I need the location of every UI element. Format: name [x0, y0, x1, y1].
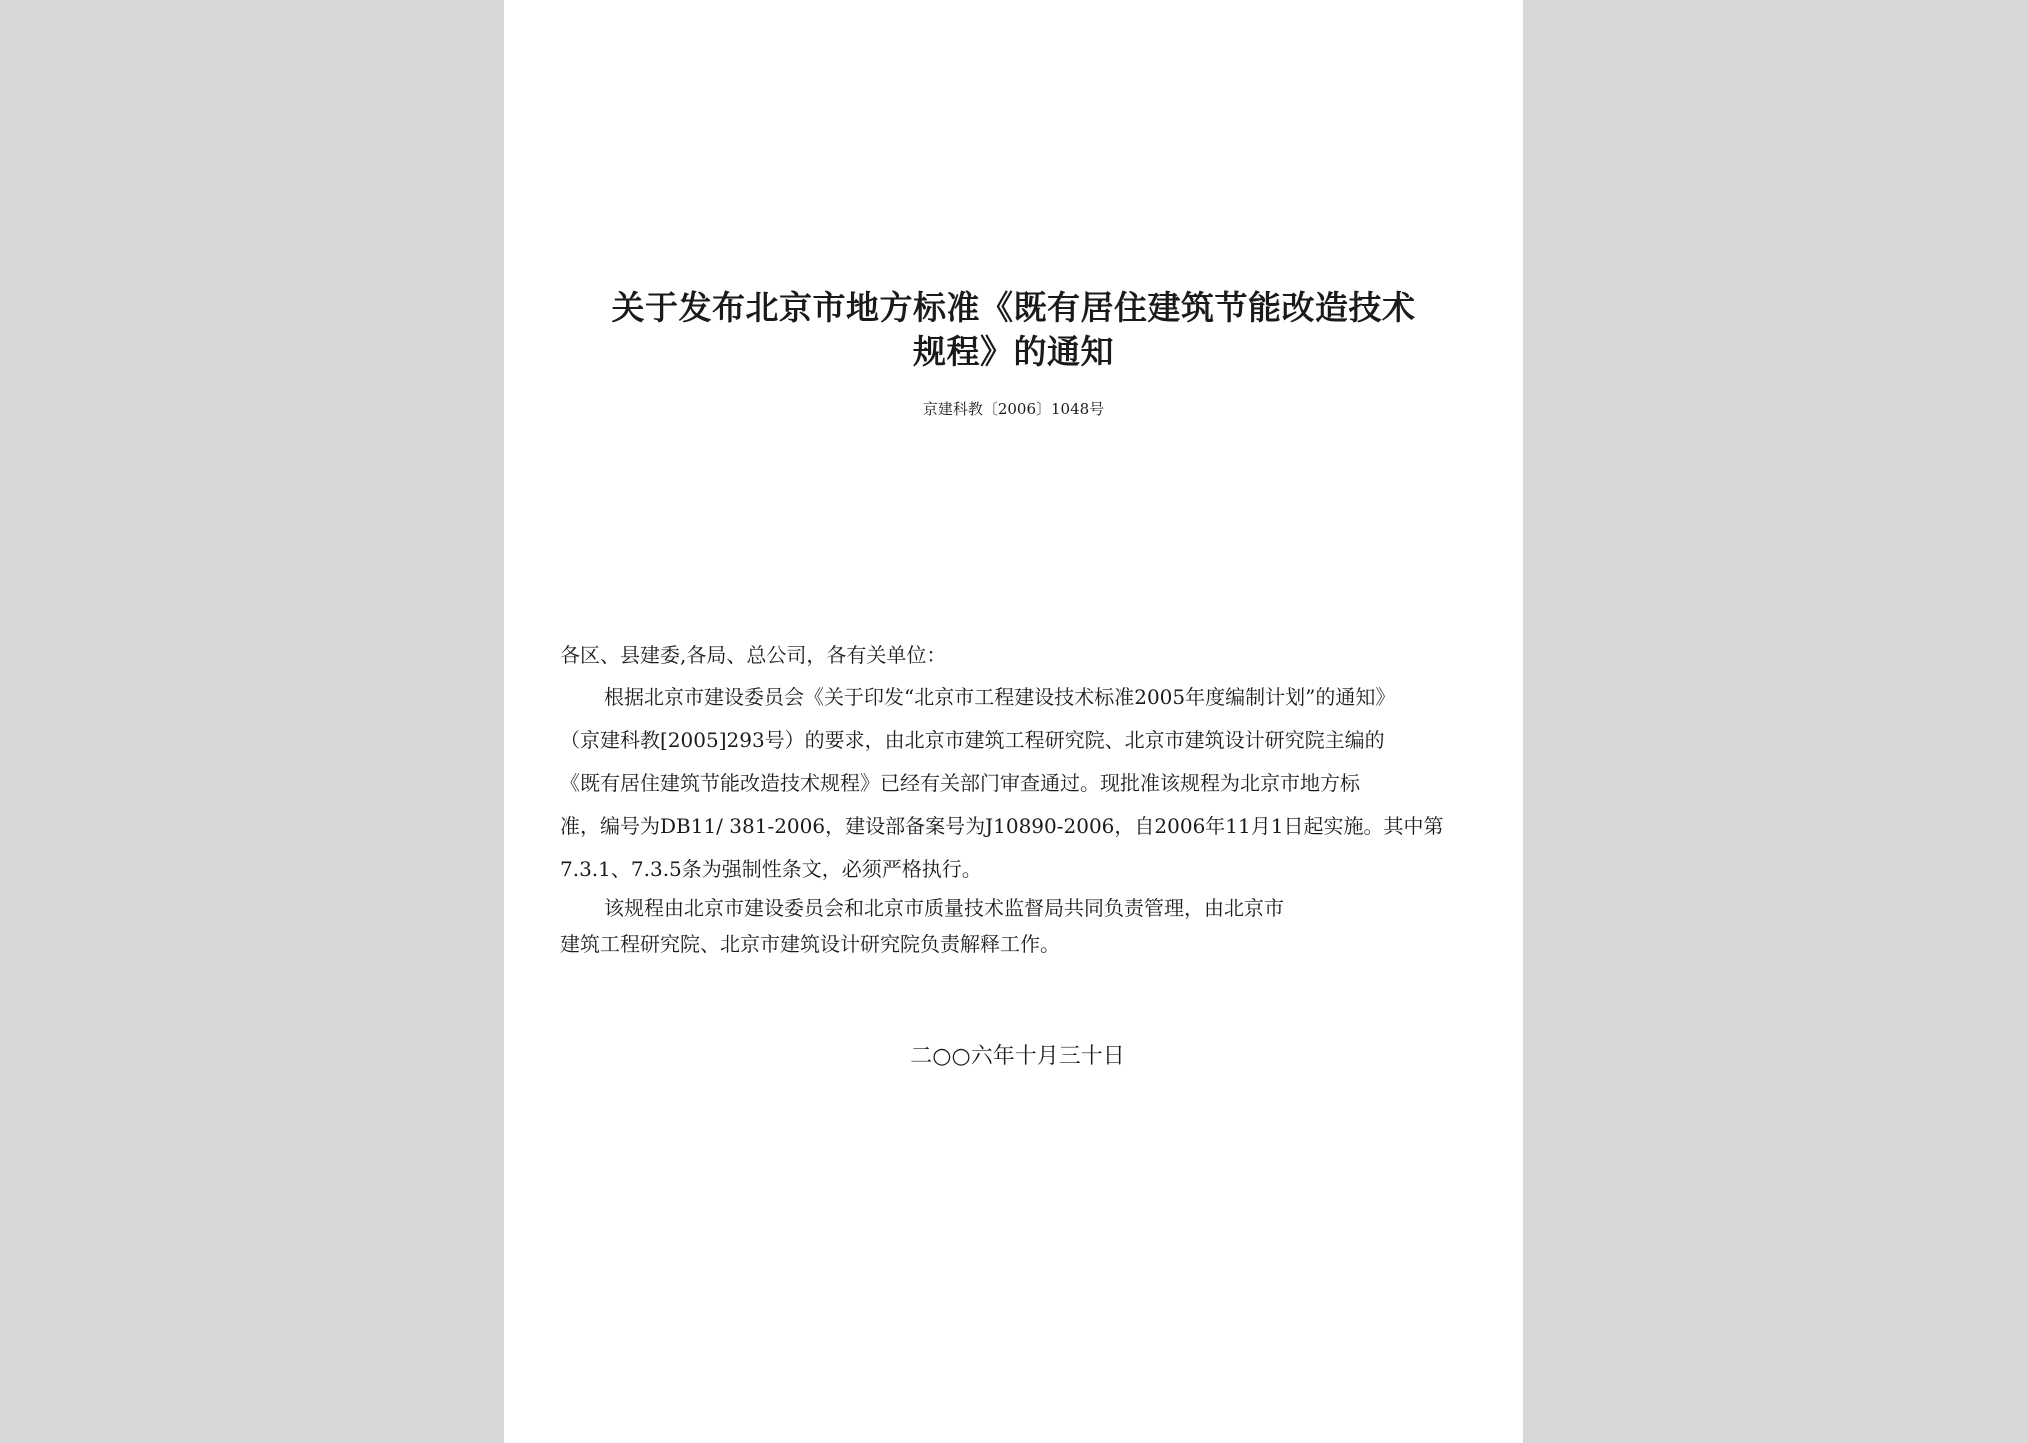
issue-date: 二○○六年十月三十日 — [910, 1044, 1125, 1069]
document-page — [504, 0, 1523, 1443]
paragraph-1-line: （京建科教[2005]293号）的要求，由北京市建筑工程研究院、北京市建筑设计研究院主编的 — [560, 728, 1385, 752]
paragraph-1-line: 根据北京市建设委员会《关于印发“北京市工程建设技术标准2005年度编制计划”的通知》 — [604, 685, 1396, 709]
paragraph-2 — [560, 890, 1460, 962]
paragraph-1-line: 准，编号为DB11/ 381-2006，建设部备案号为J10890-2006，自2006年11月1日起实施。其中第 — [560, 814, 1444, 838]
salutation: 各区、县建委,各局、总公司，各有关单位： — [560, 643, 947, 667]
paragraph-2-line: 建筑工程研究院、北京市建筑设计研究院负责解释工作。 — [560, 932, 1060, 956]
paragraph-1-line: 7.3.1、7.3.5条为强制性条文，必须严格执行。 — [560, 857, 982, 881]
paragraph-1 — [560, 676, 1460, 891]
document-number: 京建科教〔2006〕1048号 — [922, 400, 1105, 418]
document-title — [544, 286, 1483, 374]
title-line-1: 关于发布北京市地方标准《既有居住建筑节能改造技术 — [611, 288, 1416, 327]
title-line-2: 规程》的通知 — [913, 332, 1114, 371]
paragraph-2-line: 该规程由北京市建设委员会和北京市质量技术监督局共同负责管理，由北京市 — [604, 896, 1284, 920]
paragraph-1-line: 《既有居住建筑节能改造技术规程》已经有关部门审查通过。现批准该规程为北京市地方标 — [560, 771, 1360, 795]
